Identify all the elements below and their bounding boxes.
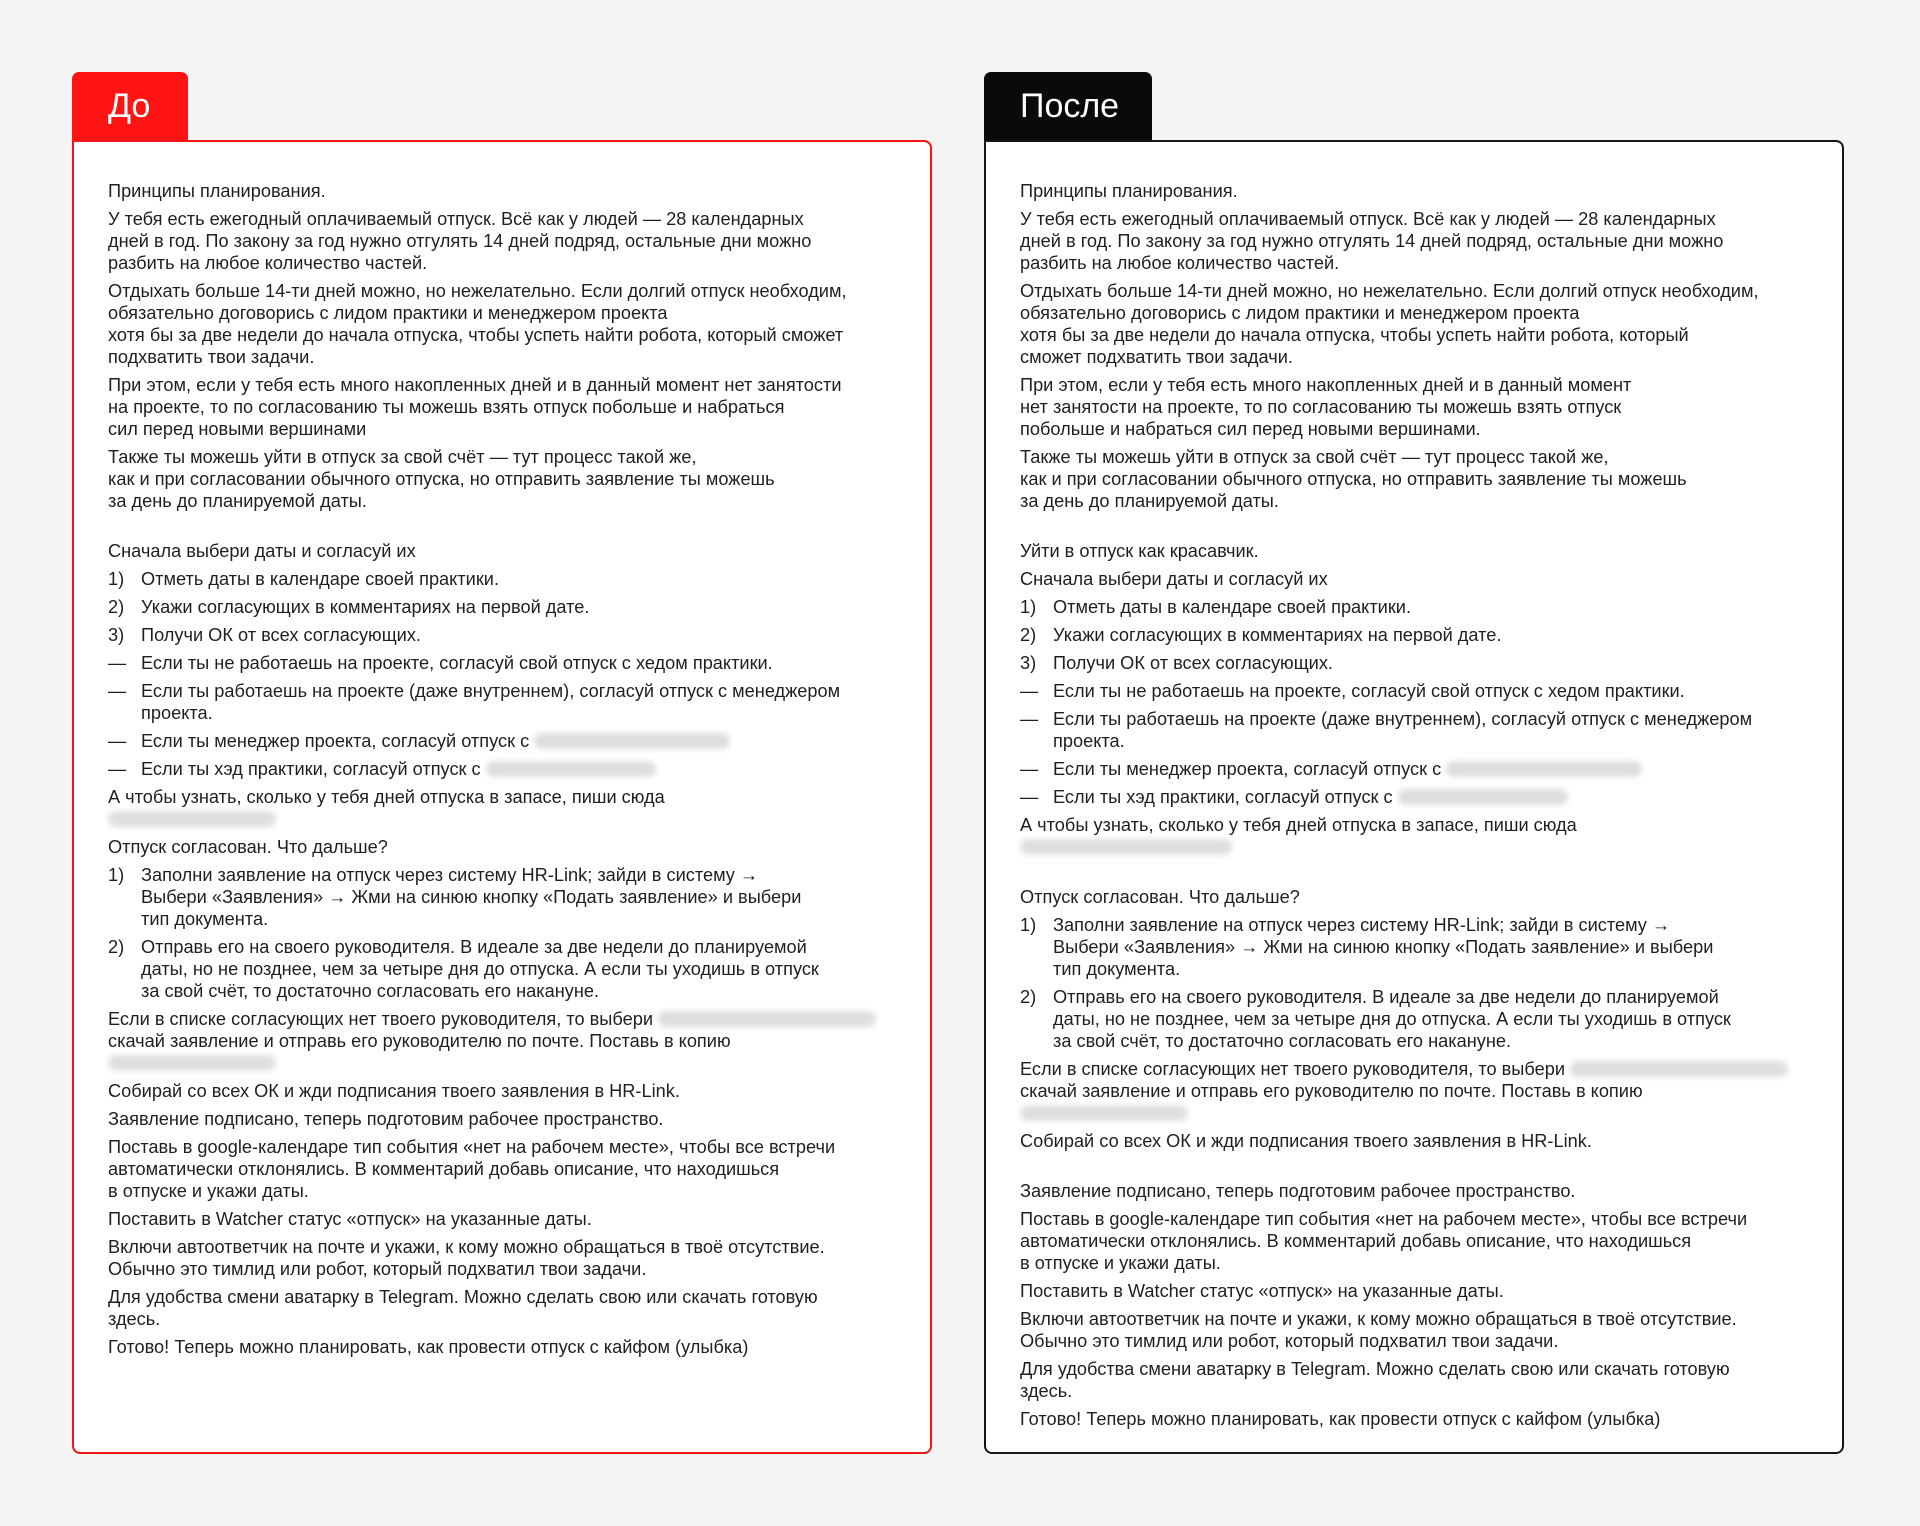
after-tab: После xyxy=(984,72,1152,140)
text-line: сможет подхватить твои задачи. xyxy=(1020,347,1293,367)
list-item xyxy=(108,624,896,646)
paragraph xyxy=(1020,1058,1808,1124)
list-item-text xyxy=(141,936,819,1002)
paragraph xyxy=(108,1136,896,1202)
text-line: Сначала выбери даты и согласуй их xyxy=(1020,569,1328,589)
redacted-text xyxy=(1398,789,1568,805)
spacer xyxy=(1020,864,1808,886)
after-document xyxy=(1020,180,1808,1430)
text-line: даты, но не позднее, чем за четыре дня до отпуска. А если ты уходишь в отпуск xyxy=(141,959,819,979)
text-line: даты, но не позднее, чем за четыре дня до отпуска. А если ты уходишь в отпуск xyxy=(1053,1009,1731,1029)
redacted-text xyxy=(108,1055,276,1071)
text-line: А чтобы узнать, сколько у тебя дней отпуска в запасе, пиши сюда xyxy=(1020,815,1577,835)
text-line: за день до планируемой даты. xyxy=(1020,491,1279,511)
text-line: Если ты хэд практики, согласуй отпуск с xyxy=(141,758,656,780)
text-line: на проекте, то по согласованию ты можешь взять отпуск побольше и набраться xyxy=(108,397,785,417)
text-line: тип документа. xyxy=(141,909,269,929)
text-line: У тебя есть ежегодный оплачиваемый отпуск. Всё как у людей — 28 календарных xyxy=(1020,209,1716,229)
text-line: Поставь в google-календаре тип события «нет на рабочем месте», чтобы все встречи xyxy=(108,1137,836,1157)
paragraph xyxy=(1020,180,1808,202)
paragraph xyxy=(1020,280,1808,368)
paragraph xyxy=(1020,446,1808,512)
spacer xyxy=(1020,1158,1808,1180)
text-line: Принципы планирования. xyxy=(1020,181,1238,201)
list-item xyxy=(1020,624,1808,646)
list-marker: 2) xyxy=(108,937,125,957)
list-item-text xyxy=(141,568,499,590)
redacted-line xyxy=(1020,836,1808,858)
list-marker: — xyxy=(108,731,127,751)
text-line: проекта. xyxy=(1053,731,1125,751)
text-line: проекта. xyxy=(141,703,213,723)
list-marker: 3) xyxy=(108,625,125,645)
text-line: Принципы планирования. xyxy=(108,181,326,201)
redacted-text xyxy=(1570,1061,1788,1077)
text-line: Собирай со всех ОК и жди подписания твоего заявления в HR-Link. xyxy=(1020,1131,1592,1151)
text-line: Поставь в google-календаре тип события «нет на рабочем месте», чтобы все встречи xyxy=(1020,1209,1748,1229)
list-marker: — xyxy=(108,653,127,673)
list-item-text xyxy=(1053,708,1752,752)
paragraph xyxy=(108,208,896,274)
list-item-text xyxy=(1053,758,1642,780)
before-card xyxy=(72,140,932,1454)
text-line: А чтобы узнать, сколько у тебя дней отпуска в запасе, пиши сюда xyxy=(108,787,665,807)
list-item-text xyxy=(1053,652,1333,674)
text-line: сил перед новыми вершинами xyxy=(108,419,367,439)
text-line: Если ты менеджер проекта, согласуй отпуск с xyxy=(141,730,730,752)
paragraph xyxy=(108,1208,896,1230)
paragraph xyxy=(108,1236,896,1280)
text-line: Также ты можешь уйти в отпуск за свой счёт — тут процесс такой же, xyxy=(108,447,697,467)
text-line: за день до планируемой даты. xyxy=(108,491,367,511)
text-line: Сначала выбери даты и согласуй их xyxy=(108,541,416,561)
text-line: Получи ОК от всех согласующих. xyxy=(141,625,421,645)
text-line: в отпуске и укажи даты. xyxy=(1020,1253,1221,1273)
text-line: нет занятости на проекте, то по согласованию ты можешь взять отпуск xyxy=(1020,397,1622,417)
paragraph xyxy=(1020,374,1808,440)
text-line: Собирай со всех ОК и жди подписания твоего заявления в HR-Link. xyxy=(108,1081,680,1101)
before-document xyxy=(108,180,896,1358)
list-marker: — xyxy=(1020,759,1039,779)
list-item xyxy=(108,758,896,780)
text-line: Если ты менеджер проекта, согласуй отпуск с xyxy=(1053,758,1642,780)
redacted-text xyxy=(486,761,656,777)
text-line: Уйти в отпуск как красавчик. xyxy=(1020,541,1259,561)
redacted-text xyxy=(1020,839,1232,855)
text-line: Отметь даты в календаре своей практики. xyxy=(141,569,499,589)
text-line: здесь. xyxy=(108,1309,161,1329)
list-item-text xyxy=(1053,596,1411,618)
text-line: Если в списке согласующих нет твоего руководителя, то выбери xyxy=(1020,1058,1808,1080)
text-line: как и при согласовании обычного отпуска, но отправить заявление ты можешь xyxy=(1020,469,1687,489)
list-item-text xyxy=(1053,914,1713,980)
text-line: При этом, если у тебя есть много накопленных дней и в данный момент нет занятости xyxy=(108,375,842,395)
redacted-line xyxy=(1020,1102,1808,1124)
list-item xyxy=(1020,986,1808,1052)
paragraph xyxy=(108,786,896,830)
text-line: Отпуск согласован. Что дальше? xyxy=(1020,887,1300,907)
paragraph xyxy=(1020,568,1808,590)
list-marker: — xyxy=(108,759,127,779)
list-item-text xyxy=(141,680,840,724)
text-line: Отдыхать больше 14-ти дней можно, но нежелательно. Если долгий отпуск необходим, xyxy=(108,281,847,301)
list-marker: 2) xyxy=(108,597,125,617)
text-line: скачай заявление и отправь его руководителю по почте. Поставь в копию xyxy=(1020,1081,1643,1101)
list-marker: — xyxy=(1020,681,1039,701)
list-item xyxy=(108,652,896,674)
list-marker: 1) xyxy=(1020,597,1037,617)
text-line: Отправь его на своего руководителя. В идеале за две недели до планируемой xyxy=(1053,987,1719,1007)
paragraph xyxy=(1020,1308,1808,1352)
text-line: Обычно это тимлид или робот, который подхватил твои задачи. xyxy=(108,1259,647,1279)
list-item xyxy=(1020,758,1808,780)
list-marker: — xyxy=(108,681,127,701)
list-item xyxy=(108,730,896,752)
list-item xyxy=(108,596,896,618)
redacted-text xyxy=(534,733,730,749)
text-line: Заполни заявление на отпуск через систему HR-Link; зайди в систему → xyxy=(141,865,759,885)
paragraph xyxy=(108,836,896,858)
list-item-text xyxy=(1053,786,1568,808)
text-line: за свой счёт, то достаточно согласовать его накануне. xyxy=(1053,1031,1512,1051)
text-line: автоматически отклонялись. В комментарий добавь описание, что находишься xyxy=(108,1159,780,1179)
text-line: Отпуск согласован. Что дальше? xyxy=(108,837,388,857)
paragraph xyxy=(108,446,896,512)
list-item-text xyxy=(141,758,656,780)
list-marker: 1) xyxy=(1020,915,1037,935)
text-line: Если ты не работаешь на проекте, согласуй свой отпуск с хедом практики. xyxy=(1053,681,1685,701)
text-line: как и при согласовании обычного отпуска, но отправить заявление ты можешь xyxy=(108,469,775,489)
list-item xyxy=(1020,680,1808,702)
text-line: в отпуске и укажи даты. xyxy=(108,1181,309,1201)
text-line: побольше и набраться сил перед новыми вершинами. xyxy=(1020,419,1481,439)
text-line: Включи автоответчик на почте и укажи, к кому можно обращаться в твоё отсутствие. xyxy=(108,1237,825,1257)
list-item xyxy=(108,864,896,930)
text-line: Укажи согласующих в комментариях на первой дате. xyxy=(1053,625,1502,645)
paragraph xyxy=(1020,1208,1808,1274)
paragraph xyxy=(108,1008,896,1074)
list-item xyxy=(108,936,896,1002)
text-line: разбить на любое количество частей. xyxy=(1020,253,1340,273)
list-item-text xyxy=(141,864,801,930)
text-line: Если в списке согласующих нет твоего руководителя, то выбери xyxy=(108,1008,896,1030)
paragraph xyxy=(1020,814,1808,858)
text-line: Заявление подписано, теперь подготовим рабочее пространство. xyxy=(108,1109,664,1129)
text-line: хотя бы за две недели до начала отпуска, чтобы успеть найти робота, который сможет xyxy=(108,325,844,345)
text-line: Заявление подписано, теперь подготовим рабочее пространство. xyxy=(1020,1181,1576,1201)
list-item xyxy=(1020,708,1808,752)
text-line: Поставить в Watcher статус «отпуск» на указанные даты. xyxy=(1020,1281,1504,1301)
redacted-line xyxy=(108,1052,896,1074)
list-item xyxy=(1020,786,1808,808)
text-line: Отдыхать больше 14-ти дней можно, но нежелательно. Если долгий отпуск необходим, xyxy=(1020,281,1759,301)
paragraph xyxy=(108,1108,896,1130)
redacted-text xyxy=(658,1011,876,1027)
paragraph xyxy=(1020,886,1808,908)
paragraph xyxy=(108,280,896,368)
text-line: При этом, если у тебя есть много накопленных дней и в данный момент xyxy=(1020,375,1632,395)
text-line: Готово! Теперь можно планировать, как провести отпуск с кайфом (улыбка) xyxy=(1020,1409,1661,1429)
text-line: У тебя есть ежегодный оплачиваемый отпуск. Всё как у людей — 28 календарных xyxy=(108,209,804,229)
list-item xyxy=(1020,596,1808,618)
text-line: Выбери «Заявления» → Жми на синюю кнопку «Подать заявление» и выбери xyxy=(1053,937,1714,957)
text-line: Также ты можешь уйти в отпуск за свой счёт — тут процесс такой же, xyxy=(1020,447,1609,467)
list-item xyxy=(1020,652,1808,674)
before-tab: До xyxy=(72,72,188,140)
redacted-text xyxy=(1020,1105,1188,1121)
text-line: Обычно это тимлид или робот, который подхватил твои задачи. xyxy=(1020,1331,1559,1351)
paragraph xyxy=(1020,1280,1808,1302)
list-marker: — xyxy=(1020,787,1039,807)
paragraph xyxy=(1020,1130,1808,1152)
text-line: Получи ОК от всех согласующих. xyxy=(1053,653,1333,673)
list-item-text xyxy=(141,652,773,674)
list-item-text xyxy=(1053,986,1731,1052)
list-marker: 2) xyxy=(1020,625,1037,645)
list-marker: — xyxy=(1020,709,1039,729)
paragraph xyxy=(108,1336,896,1358)
list-item-text xyxy=(141,596,589,618)
text-line: Отправь его на своего руководителя. В идеале за две недели до планируемой xyxy=(141,937,807,957)
redacted-text xyxy=(1446,761,1642,777)
text-line: дней в год. По закону за год нужно отгулять 14 дней подряд, остальные дни можно xyxy=(108,231,812,251)
text-line: разбить на любое количество частей. xyxy=(108,253,428,273)
text-line: автоматически отклонялись. В комментарий добавь описание, что находишься xyxy=(1020,1231,1692,1251)
text-line: Если ты работаешь на проекте (даже внутреннем), согласуй отпуск с менеджером xyxy=(141,681,841,701)
list-marker: 1) xyxy=(108,865,125,885)
text-line: Для удобства смени аватарку в Telegram. Можно сделать свою или скачать готовую xyxy=(1020,1359,1730,1379)
text-line: подхватить твои задачи. xyxy=(108,347,315,367)
spacer xyxy=(108,518,896,540)
paragraph xyxy=(1020,208,1808,274)
list-item xyxy=(1020,914,1808,980)
text-line: Заполни заявление на отпуск через систему HR-Link; зайди в систему → xyxy=(1053,915,1671,935)
list-marker: 1) xyxy=(108,569,125,589)
redacted-line xyxy=(108,808,896,830)
paragraph xyxy=(108,1080,896,1102)
text-line: Готово! Теперь можно планировать, как провести отпуск с кайфом (улыбка) xyxy=(108,1337,749,1357)
paragraph xyxy=(108,180,896,202)
text-line: здесь. xyxy=(1020,1381,1073,1401)
paragraph xyxy=(108,1286,896,1330)
paragraph xyxy=(1020,1408,1808,1430)
list-item-text xyxy=(1053,624,1501,646)
text-line: за свой счёт, то достаточно согласовать его накануне. xyxy=(141,981,600,1001)
text-line: хотя бы за две недели до начала отпуска, чтобы успеть найти робота, который xyxy=(1020,325,1689,345)
paragraph xyxy=(1020,1180,1808,1202)
list-item-text xyxy=(141,730,730,752)
paragraph xyxy=(108,374,896,440)
text-line: Если ты работаешь на проекте (даже внутреннем), согласуй отпуск с менеджером xyxy=(1053,709,1753,729)
list-marker: 3) xyxy=(1020,653,1037,673)
text-line: дней в год. По закону за год нужно отгулять 14 дней подряд, остальные дни можно xyxy=(1020,231,1724,251)
list-item-text xyxy=(141,624,421,646)
list-item xyxy=(108,568,896,590)
after-card xyxy=(984,140,1844,1454)
paragraph xyxy=(1020,1358,1808,1402)
text-line: Укажи согласующих в комментариях на первой дате. xyxy=(141,597,590,617)
paragraph xyxy=(1020,540,1808,562)
text-line: обязательно договорись с лидом практики и менеджером проекта xyxy=(1020,303,1580,323)
list-marker: 2) xyxy=(1020,987,1037,1007)
text-line: Отметь даты в календаре своей практики. xyxy=(1053,597,1411,617)
text-line: скачай заявление и отправь его руководителю по почте. Поставь в копию xyxy=(108,1031,731,1051)
text-line: тип документа. xyxy=(1053,959,1181,979)
text-line: Поставить в Watcher статус «отпуск» на указанные даты. xyxy=(108,1209,592,1229)
text-line: обязательно договорись с лидом практики и менеджером проекта xyxy=(108,303,668,323)
text-line: Включи автоответчик на почте и укажи, к кому можно обращаться в твоё отсутствие. xyxy=(1020,1309,1737,1329)
spacer xyxy=(1020,518,1808,540)
redacted-text xyxy=(108,811,276,827)
list-item xyxy=(108,680,896,724)
list-item-text xyxy=(1053,680,1685,702)
text-line: Если ты хэд практики, согласуй отпуск с xyxy=(1053,786,1568,808)
paragraph xyxy=(108,540,896,562)
text-line: Если ты не работаешь на проекте, согласуй свой отпуск с хедом практики. xyxy=(141,653,773,673)
text-line: Для удобства смени аватарку в Telegram. Можно сделать свою или скачать готовую xyxy=(108,1287,818,1307)
text-line: Выбери «Заявления» → Жми на синюю кнопку «Подать заявление» и выбери xyxy=(141,887,802,907)
